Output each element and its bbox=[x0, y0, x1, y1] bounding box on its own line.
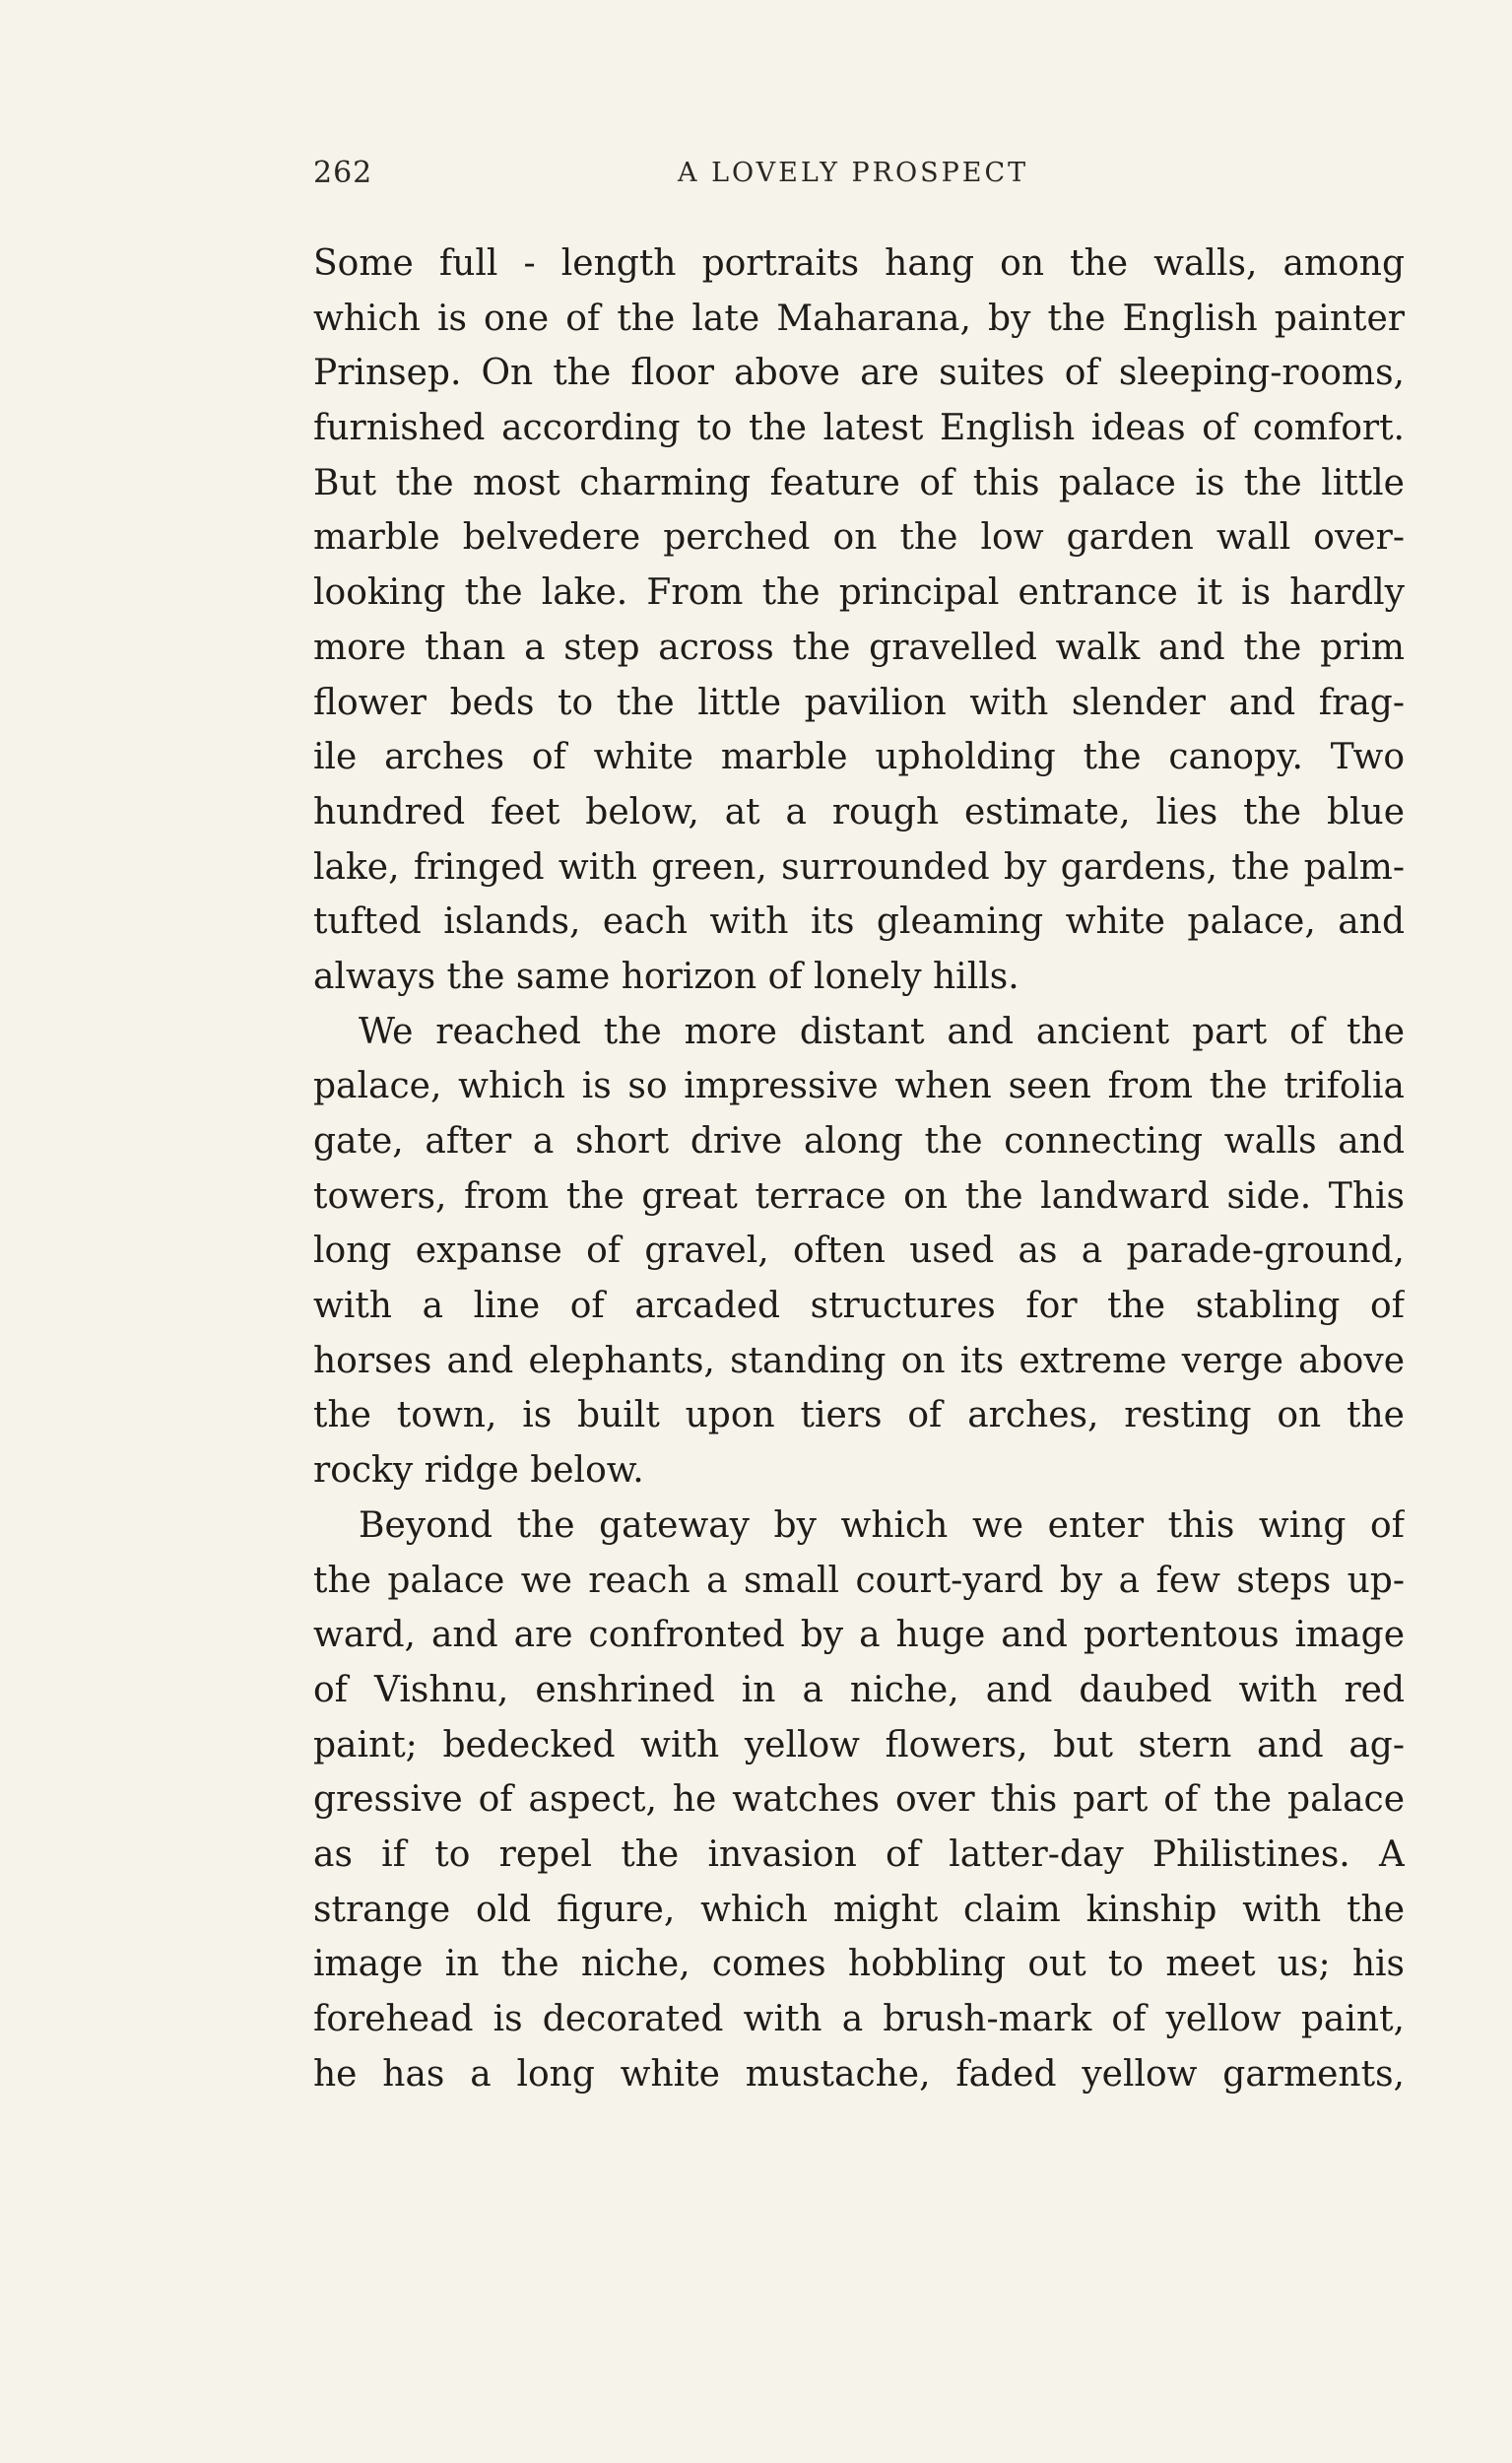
text-line: ile arches of white marble upholding the canopy. Two bbox=[313, 737, 1405, 778]
text-line: palace, which is so impressive when seen from the trifolia bbox=[313, 1066, 1405, 1107]
paragraph-end-line: rocky ridge below. bbox=[313, 1450, 644, 1492]
text-line: forehead is decorated with a brush-mark of yellow paint, bbox=[313, 1999, 1405, 2039]
running-title: A LOVELY PROSPECT bbox=[678, 158, 1029, 188]
text-line: the palace we reach a small court-yard by a few steps up- bbox=[313, 1560, 1405, 1601]
text-line: lake, fringed with green, surrounded by gardens, the palm- bbox=[313, 846, 1405, 888]
text-line: hundred feet below, at a rough estimate, lies the blue bbox=[313, 791, 1405, 832]
running-head bbox=[313, 156, 1405, 195]
text-line: he has a long white mustache, faded yellow garments, bbox=[313, 2053, 1405, 2095]
text-line: Some full - length portraits hang on the walls, among bbox=[313, 243, 1405, 284]
text-line: looking the lake. From the principal entrance it is hardly bbox=[313, 572, 1405, 614]
paragraph-start-line: Beyond the gateway by which we enter this wing of bbox=[359, 1504, 1405, 1546]
text-line: gressive of aspect, he watches over this part of the palace bbox=[313, 1779, 1405, 1821]
text-line: Prinsep. On the floor above are suites of sleeping-rooms, bbox=[313, 353, 1405, 394]
text-line: gate, after a short drive along the connecting walls and bbox=[313, 1121, 1405, 1162]
text-line: tufted islands, each with its gleaming white palace, and bbox=[313, 901, 1405, 943]
text-line: of Vishnu, enshrined in a niche, and daubed with red bbox=[313, 1669, 1405, 1710]
text-line: horses and elephants, standing on its extreme verge above bbox=[313, 1340, 1405, 1381]
text-line: with a line of arcaded structures for the stabling of bbox=[313, 1286, 1405, 1327]
text-line: as if to repel the invasion of latter-day Philistines. A bbox=[313, 1833, 1405, 1875]
text-line: image in the niche, comes hobbling out to meet us; his bbox=[313, 1944, 1405, 1985]
text-line: towers, from the great terrace on the landward side. This bbox=[313, 1175, 1405, 1217]
text-line: strange old figure, which might claim kinship with the bbox=[313, 1889, 1405, 1930]
text-line: marble belvedere perched on the low garden wall over- bbox=[313, 517, 1405, 559]
text-line: long expanse of gravel, often used as a parade-ground, bbox=[313, 1231, 1405, 1272]
page-number: 262 bbox=[313, 156, 373, 190]
text-line: which is one of the late Maharana, by the English painter bbox=[313, 298, 1405, 339]
text-line: ward, and are confronted by a huge and portentous image bbox=[313, 1615, 1405, 1656]
body-text bbox=[313, 236, 1405, 2101]
text-line: furnished according to the latest English ideas of comfort. bbox=[313, 408, 1405, 449]
text-line: But the most charming feature of this palace is the little bbox=[313, 462, 1405, 503]
paragraph-start-line: We reached the more distant and ancient part of the bbox=[359, 1011, 1405, 1052]
text-line: the town, is built upon tiers of arches, resting on the bbox=[313, 1395, 1405, 1436]
text-line: flower beds to the little pavilion with slender and frag- bbox=[313, 682, 1405, 723]
text-line: more than a step across the gravelled walk and the prim bbox=[313, 627, 1405, 668]
paragraph-end-line: always the same horizon of lonely hills. bbox=[313, 956, 1019, 997]
text-line: paint; bedecked with yellow flowers, but stern and ag- bbox=[313, 1724, 1405, 1765]
